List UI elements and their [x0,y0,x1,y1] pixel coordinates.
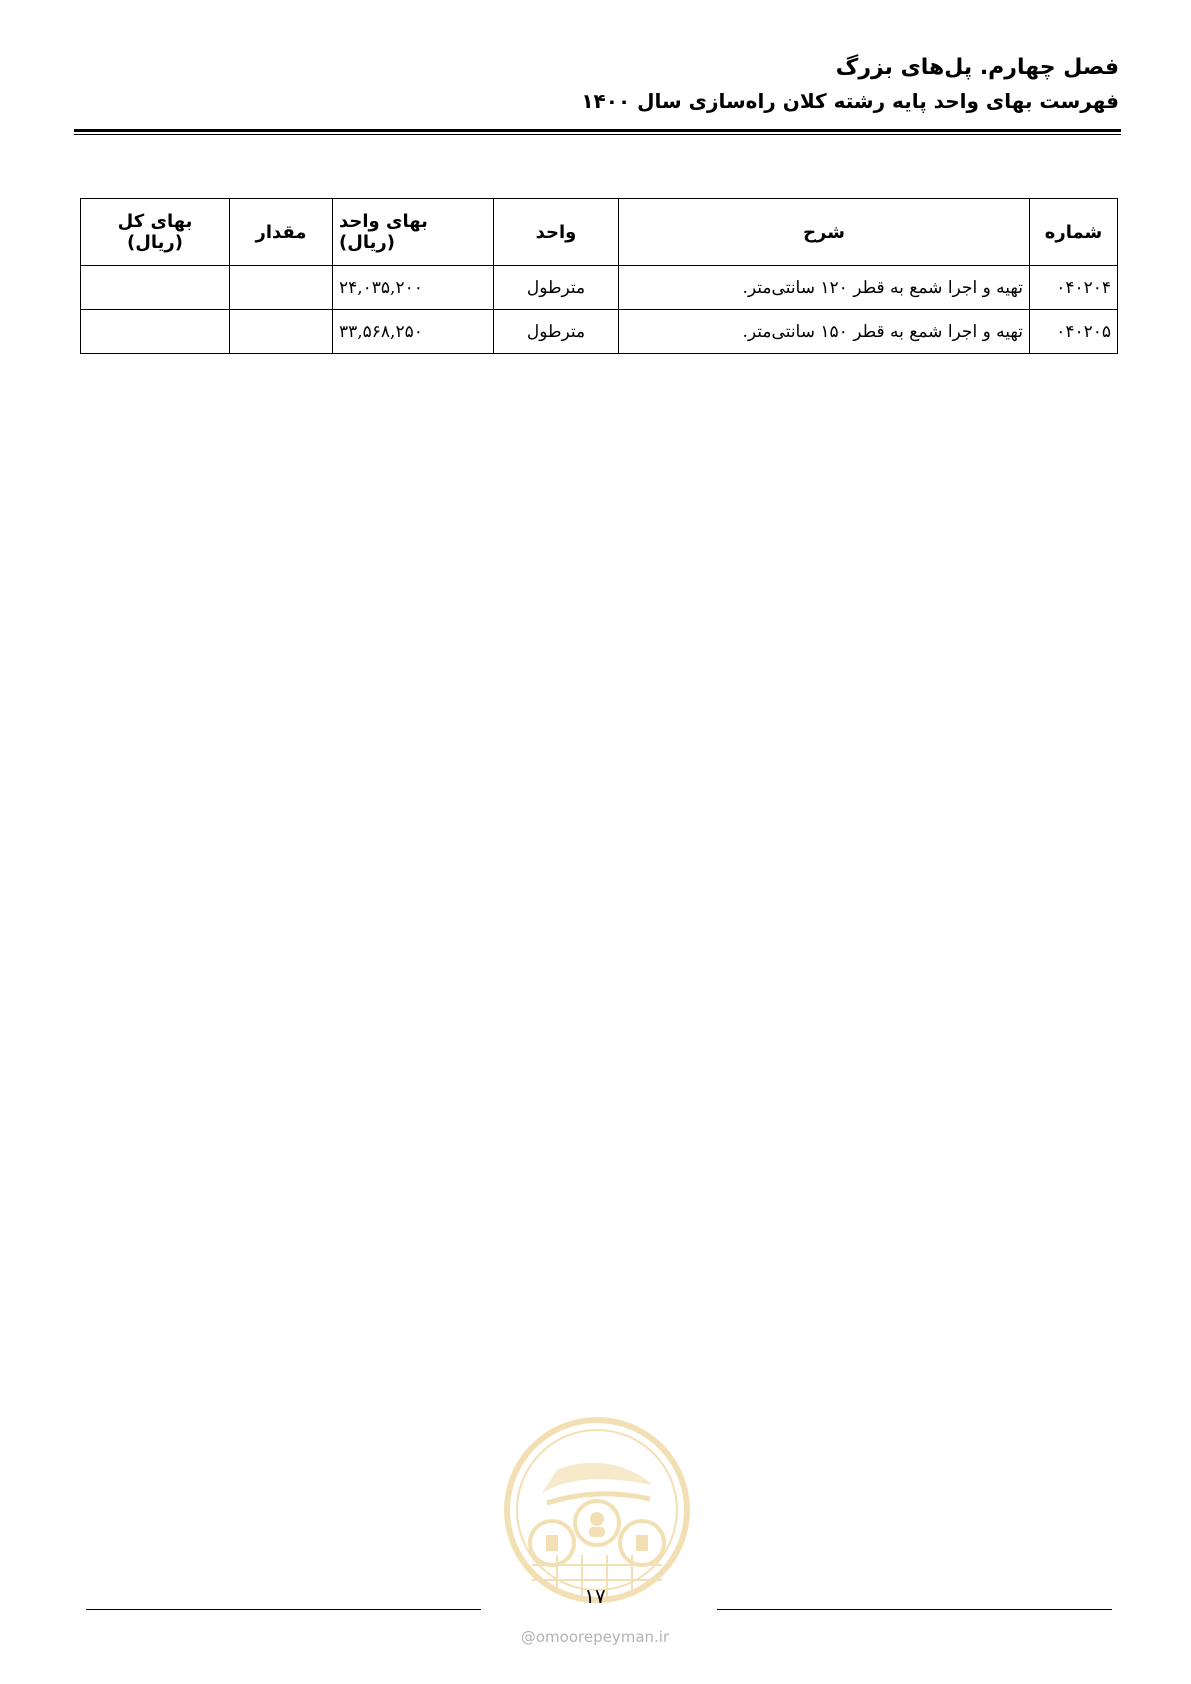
table-row [81,310,1118,354]
page-header [69,52,1119,116]
table-header-row [81,199,1118,266]
column-header-unit: واحد [494,199,619,266]
item-total-price [81,310,230,354]
item-total-price [81,266,230,310]
item-unit-price: ۲۴,۰۳۵,۲۰۰ [333,266,494,310]
price-list-table [80,198,1118,354]
column-header-unit-price: بهای واحد (ریال) [333,199,494,266]
item-code: ۰۴۰۲۰۴ [1030,266,1118,310]
footer-rule-left [86,1609,481,1610]
column-header-description: شرح [619,199,1030,266]
column-header-total-price: بهای کل (ریال) [81,199,230,266]
item-description: تهیه و اجرا شمع به قطر ۱۵۰ سانتی‌متر. [619,310,1030,354]
item-code: ۰۴۰۲۰۵ [1030,310,1118,354]
watermark-url: @omoorepeyman.ir [520,1628,670,1646]
table-row [81,266,1118,310]
item-unit: مترطول [494,310,619,354]
header-rule-thick [74,129,1121,132]
item-unit: مترطول [494,266,619,310]
watermark-seal-logo [502,1415,692,1605]
item-quantity [230,266,333,310]
column-header-quantity: مقدار [230,199,333,266]
column-header-code: شماره [1030,199,1118,266]
header-rule-thin [74,134,1121,135]
item-quantity [230,310,333,354]
chapter-title: فصل چهارم. پل‌های بزرگ [835,55,1119,80]
item-unit-price: ۳۳,۵۶۸,۲۵۰ [333,310,494,354]
item-description: تهیه و اجرا شمع به قطر ۱۲۰ سانتی‌متر. [619,266,1030,310]
document-title: فهرست بهای واحد پایه رشته کلان راه‌سازی سال ۱۴۰۰ [581,89,1119,113]
footer-rule-right [717,1609,1112,1610]
page-number: ۱۷ [584,1584,606,1608]
